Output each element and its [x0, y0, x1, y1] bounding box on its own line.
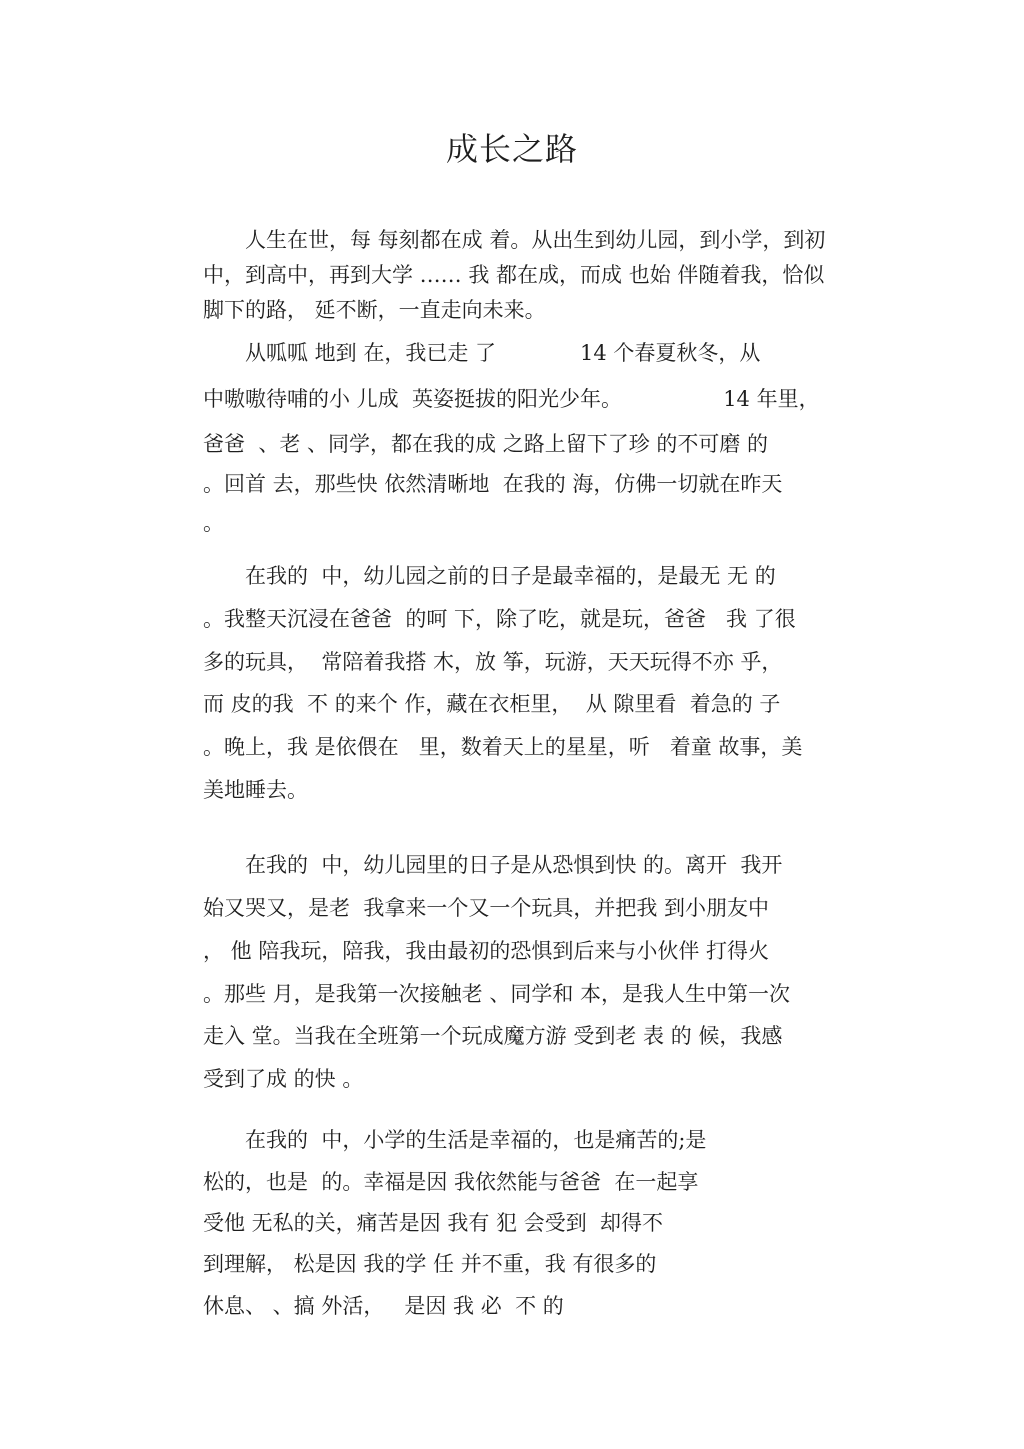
- text-line-17: ， 他 陪我玩，陪我，我由最初的恐惧到后来与小伙伴 打得火: [203, 939, 770, 963]
- text-line-22: 松的，也是 的。幸福是因 我依然能与爸爸 在一起享: [203, 1170, 699, 1194]
- text-line-21: 在我的 中，小学的生活是幸福的，也是痛苦的;是: [203, 1128, 707, 1152]
- text-line-23: 受他 无私的关，痛苦是因 我有 犯 会受到 却得不: [203, 1211, 664, 1235]
- text-line-15: 在我的 中，幼儿园里的日子是从恐惧到快 的。离开 我开: [203, 853, 783, 877]
- text-line-16: 始又哭又，是老 我拿来一个又一个玩具，并把我 到小朋友中: [203, 896, 770, 920]
- text-line-6: 爸爸 、老 、同学，都在我的成 之路上留下了珍 的不可磨 的: [203, 432, 769, 456]
- text-line-14: 美地睡去。: [203, 778, 308, 802]
- text-line-20: 受到了成 的快 。: [203, 1067, 364, 1091]
- text-line-11: 多的玩具， 常陪着我搭 木，放 筝，玩游，天天玩得不亦 乎，: [203, 650, 783, 674]
- text-line-25: 休息、 、搞 外活， 是因 我 必 不 的: [203, 1294, 564, 1318]
- document-title: 成长之路: [445, 130, 578, 168]
- text-line-24: 到理解， 松是因 我的学 任 并不重，我 有很多的: [203, 1252, 657, 1276]
- text-line-10: 。我整天沉浸在爸爸 的呵 下，除了吃，就是玩，爸爸 我 了很: [203, 607, 796, 631]
- text-line-12: 而 皮的我 不 的来个 作，藏在衣柜里， 从 隙里看 着急的 子: [203, 692, 781, 716]
- text-line-18: 。那些 月，是我第一次接触老 、同学和 本，是我人生中第一次: [203, 982, 791, 1006]
- text-line-13: 。晚上，我 是依偎在 里，数着天上的星星，听 着童 故事，美: [203, 735, 803, 759]
- text-line-9: 在我的 中，幼儿园之前的日子是最幸福的，是最无 无 的: [203, 564, 776, 588]
- text-line-7: 。回首 去，那些快 依然清晰地 在我的 海，仿佛一切就在昨天: [203, 472, 783, 496]
- text-line-8: 。: [203, 511, 224, 535]
- text-line-4: 从呱呱 地到 在，我已走 了 14 个春夏秋冬，从: [203, 341, 761, 365]
- text-line-5: 中嗷嗷待哺的小 儿成 英姿挺拔的阳光少年。 14 年里，: [203, 387, 820, 411]
- text-line-3: 脚下的路， 延不断，一直走向未来。: [203, 298, 546, 322]
- text-line-19: 走入 堂。当我在全班第一个玩成魔方游 受到老 表 的 候，我感: [203, 1024, 783, 1048]
- text-line-1: 人生在世，每 每刻都在成 着。从出生到幼儿园，到小学，到初: [203, 228, 826, 252]
- text-line-2: 中，到高中，再到大学 …… 我 都在成，而成 也始 伴随着我，恰似: [203, 263, 825, 287]
